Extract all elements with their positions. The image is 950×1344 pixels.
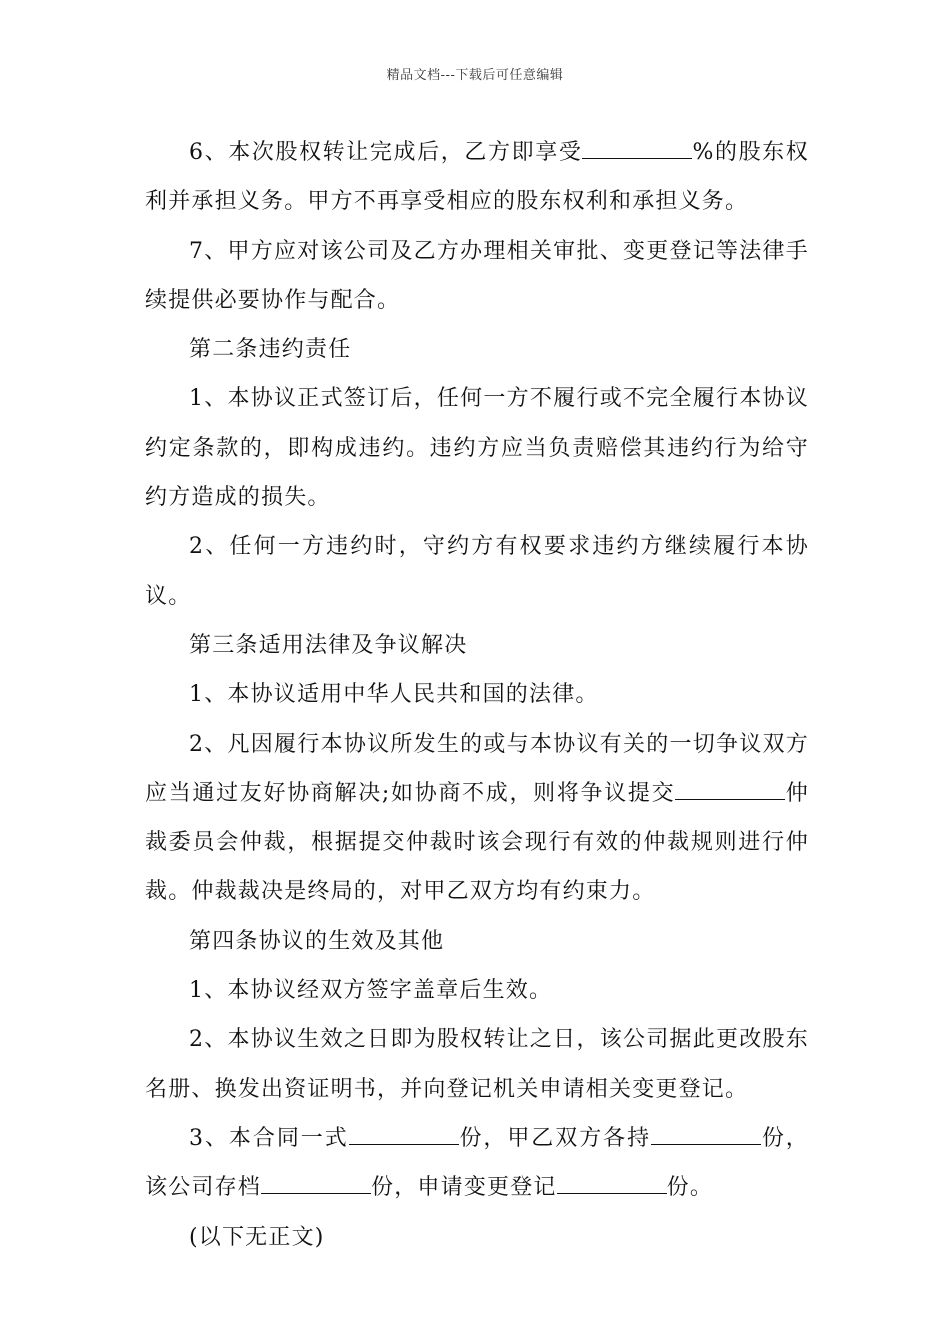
paragraph-text: 第二条违约责任: [189, 337, 352, 363]
paragraph-text: 2、凡因履行本协议所发生的或与本协议有关的一切争议双方应当通过友好协商解决;如协商不成，则将争议提交: [145, 731, 809, 806]
document-body: [145, 128, 809, 1262]
fill-in-blank: [675, 798, 785, 800]
paragraph-p6: [145, 128, 809, 227]
paragraph-text: 份。: [666, 1175, 714, 1201]
paragraph-text: 第四条协议的生效及其他: [189, 928, 445, 954]
paragraph-art3-2: [145, 720, 809, 917]
paragraph-art2-2: [145, 522, 809, 621]
fill-in-blank: [651, 1143, 761, 1145]
paragraph-text: 仲裁委员会仲裁，根据提交仲裁时该会现行有效的仲裁规则进行仲裁。仲裁裁决是终局的，对甲乙双方均有约束力。: [145, 780, 810, 905]
paragraph-text: 7、甲方应对该公司及乙方办理相关审批、变更登记等法律手续提供必要协作与配合。: [145, 238, 809, 313]
paragraph-text: %的股东权利并承担义务。甲方不再享受相应的股东权利和承担义务。: [145, 140, 809, 215]
paragraph-art4: [145, 917, 809, 966]
paragraph-text: 6、本次股权转让完成后，乙方即享受: [189, 140, 583, 165]
paragraph-p7: [145, 227, 809, 326]
fill-in-blank: [261, 1192, 371, 1194]
page-header: 精品文档---下载后可任意编辑: [386, 68, 564, 83]
paragraph-art4-3: [145, 1114, 809, 1213]
paragraph-text: 1、本协议正式签订后，任何一方不履行或不完全履行本协议约定条款的，即构成违约。违约方应当负责赔偿其违约行为给守约方造成的损失。: [145, 386, 809, 511]
fill-in-blank: [582, 157, 692, 159]
paragraph-text: 2、任何一方违约时，守约方有权要求违约方继续履行本协议。: [145, 534, 809, 609]
paragraph-art2: [145, 325, 809, 374]
paragraph-art4-1: [145, 966, 809, 1015]
paragraph-end: [145, 1213, 809, 1262]
paragraph-text: 份，申请变更登记: [371, 1175, 557, 1201]
paragraph-text: 3、本合同一式: [189, 1125, 349, 1151]
paragraph-text: 1、本协议适用中华人民共和国的法律。: [189, 682, 599, 708]
paragraph-art4-2: [145, 1015, 809, 1114]
paragraph-art2-1: [145, 374, 809, 522]
paragraph-text: 第三条适用法律及争议解决: [189, 632, 468, 658]
fill-in-blank: [349, 1143, 459, 1145]
paragraph-text: (以下无正文): [189, 1224, 325, 1250]
paragraph-art3-1: [145, 670, 809, 719]
paragraph-text: 份，甲乙双方各持: [458, 1125, 652, 1151]
paragraph-text: 1、本协议经双方签字盖章后生效。: [189, 978, 553, 1004]
paragraph-art3: [145, 621, 809, 670]
paragraph-text: 份，该公司存档: [145, 1125, 809, 1201]
paragraph-text: 2、本协议生效之日即为股权转让之日，该公司据此更改股东名册、换发出资证明书，并向登记机关申请相关变更登记。: [145, 1027, 809, 1102]
fill-in-blank: [557, 1192, 667, 1194]
